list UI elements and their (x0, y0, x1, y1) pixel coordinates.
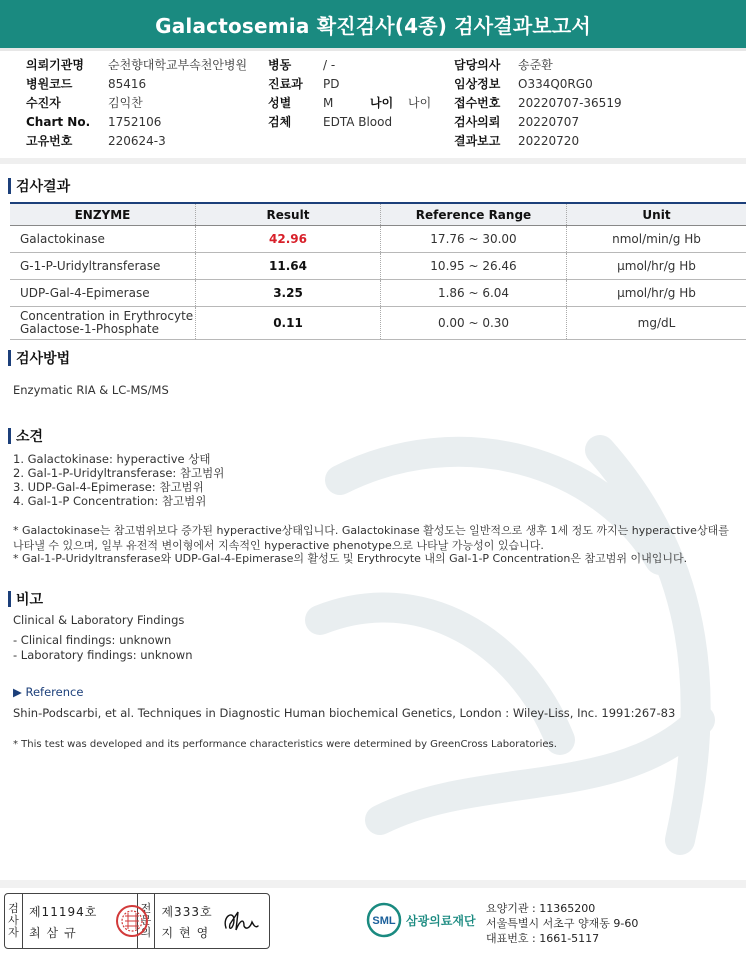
info-label: 결과보고 (454, 134, 501, 148)
info-label: 수진자 (26, 96, 61, 110)
heading-bar (8, 350, 11, 366)
info-value: 김익찬 (108, 96, 143, 110)
info-label: 검사의뢰 (454, 115, 501, 129)
heading-bar (8, 591, 11, 607)
table-row (10, 226, 746, 253)
enzyme-line: Galactose-1-Phosphate (20, 322, 160, 336)
info-label: 검체 (268, 115, 292, 129)
results-heading (8, 176, 70, 196)
range-cell: 10.95 ~ 26.46 (381, 253, 567, 280)
info-label: 의뢰기관명 (26, 58, 84, 72)
result-cell: 0.11 (196, 307, 381, 340)
unit-cell: μmol/hr/g Hb (567, 280, 746, 307)
seal-stamp-icon (115, 904, 149, 938)
enzyme-cell (10, 307, 196, 340)
finding-item: 3. UDP-Gal-4-Epimerase: 참고범위 (13, 480, 204, 494)
info-value: 순천향대학교부속천안병원 (108, 58, 248, 72)
enzyme-cell: UDP-Gal-4-Epimerase (10, 280, 196, 307)
info-value: 20220707-36519 (518, 96, 622, 110)
info-value: 220624-3 (108, 134, 166, 148)
finding-note: * Gal-1-P-Uridyltransferase와 UDP-Gal-4-Epimerase의 활성도 및 Erythrocyte 내의 Gal-1-P Concentration은 참고범위 이내입니다. (13, 552, 688, 565)
org-logo (366, 902, 476, 938)
tester-label-char: 자 (8, 926, 19, 939)
report-title: Galactosemia 확진검사(4종) 검사결과보고서 (0, 0, 746, 48)
info-label: 진료과 (268, 77, 303, 91)
contact-line: 요양기관 : 11365200 (486, 902, 596, 915)
remarks-item: - Clinical findings: unknown (13, 633, 172, 647)
handwritten-signature (220, 906, 260, 936)
logo-abbr: SML (372, 915, 396, 927)
method-heading-text: 검사방법 (16, 351, 71, 367)
specialist-label-char: 문 (140, 914, 152, 927)
age-label: 나이 (370, 96, 394, 110)
info-value: EDTA Blood (323, 115, 393, 129)
info-value: 85416 (108, 77, 147, 91)
unit-cell: mg/dL (567, 307, 746, 340)
enzyme-cell: G-1-P-Uridyltransferase (10, 253, 196, 280)
patient-info (0, 56, 746, 152)
finding-item: 4. Gal-1-P Concentration: 참고범위 (13, 494, 207, 508)
results-table (10, 202, 746, 340)
col-header: ENZYME (10, 203, 196, 226)
contact-line: 서울특별시 서초구 양재동 9-60 (486, 917, 639, 930)
method-heading (8, 348, 70, 368)
specialist-name: 지현영 (161, 926, 215, 940)
col-header: Unit (567, 203, 746, 226)
org-name: 삼광의료재단 (406, 913, 476, 928)
info-label: 병동 (268, 58, 292, 72)
disclaimer: * This test was developed and its performance characteristics were determined by GreenCross Laboratories. (13, 739, 557, 750)
findings-heading-text: 소견 (16, 429, 44, 445)
info-col-1 (26, 56, 247, 151)
info-value: O334Q0RG0 (518, 77, 593, 91)
col-header: Reference Range (381, 203, 567, 226)
info-label: 성별 (268, 96, 292, 110)
title-divider (0, 48, 746, 51)
heading-bar (8, 178, 11, 194)
info-value: PD (323, 77, 340, 91)
finding-item: 1. Galactokinase: hyperactive 상태 (13, 452, 211, 466)
enzyme-cell: Galactokinase (10, 226, 196, 253)
range-cell: 0.00 ~ 0.30 (381, 307, 567, 340)
tester-name: 최삼규 (28, 926, 82, 940)
tester-label-char: 사 (8, 914, 19, 927)
unit-cell: nmol/min/g Hb (567, 226, 746, 253)
heading-bar (8, 428, 11, 444)
method-text: Enzymatic RIA & LC-MS/MS (13, 383, 169, 397)
findings-heading (8, 426, 43, 446)
result-cell: 11.64 (196, 253, 381, 280)
info-label: 접수번호 (454, 96, 501, 110)
tester-license: 제11194호 (28, 905, 98, 919)
sml-logo-icon (366, 902, 402, 938)
info-value: 20220707 (518, 115, 580, 129)
section-divider (0, 158, 746, 164)
finding-item: 2. Gal-1-P-Uridyltransferase: 참고범위 (13, 466, 225, 480)
info-label: 담당의사 (454, 58, 501, 72)
age-value: 나이 (408, 96, 432, 110)
footer-band (0, 880, 746, 888)
result-cell-high: 42.96 (196, 226, 381, 253)
range-cell: 1.86 ~ 6.04 (381, 280, 567, 307)
info-label: 임상정보 (454, 77, 501, 91)
info-label: Chart No. (26, 115, 91, 129)
tester-label-char: 검 (8, 902, 19, 915)
info-value: M (323, 96, 334, 110)
remarks-item: - Laboratory findings: unknown (13, 648, 193, 662)
table-row (10, 307, 746, 340)
tester-label (5, 894, 23, 948)
contact-line: 대표번호 : 1661-5117 (486, 932, 600, 945)
info-label: 병원코드 (26, 77, 73, 91)
table-row (10, 253, 746, 280)
info-label: 고유번호 (26, 134, 73, 148)
col-header: Result (196, 203, 381, 226)
tester-cell (23, 894, 138, 948)
specialist-license: 제333호 (161, 905, 213, 919)
reference-text: Shin-Podscarbi, et al. Techniques in Diagnostic Human biochemical Genetics, London : Wiley-Liss, Inc. 1991:267-83 (13, 706, 676, 720)
info-value: 20220720 (518, 134, 580, 148)
result-cell: 3.25 (196, 280, 381, 307)
range-cell: 17.76 ~ 30.00 (381, 226, 567, 253)
enzyme-line: Concentration in Erythrocyte (20, 309, 194, 323)
specialist-label-char: 전 (140, 902, 152, 915)
info-value: / - (323, 58, 336, 72)
remarks-title: Clinical & Laboratory Findings (13, 613, 185, 627)
specialist-label-char: 의 (140, 926, 152, 939)
table-row (10, 280, 746, 307)
remarks-heading-text: 비고 (16, 592, 44, 608)
watermark-logo-graphic (300, 420, 746, 890)
info-col-2 (268, 56, 431, 132)
org-contact (486, 901, 638, 946)
unit-cell: μmol/hr/g Hb (567, 253, 746, 280)
reference-heading: ▶ Reference (13, 685, 84, 699)
info-value: 송준환 (518, 58, 553, 72)
finding-note: * Galactokinase는 참고범위보다 증가된 hyperactive상태입니다. Galactokinase 활성도는 일반적으로 생후 1세 정도 까지는 hyperactive상태를 나타낼 수 있으며, 일부 유전적 변이형에서 지속적인 hyperactive phenotype으로 나타날 가능성이 있습니다. (13, 524, 729, 552)
table-header-row (10, 203, 746, 226)
info-value: 1752106 (108, 115, 162, 129)
info-col-3 (454, 56, 622, 151)
remarks-heading (8, 589, 43, 609)
results-heading-text: 검사결과 (16, 179, 71, 195)
